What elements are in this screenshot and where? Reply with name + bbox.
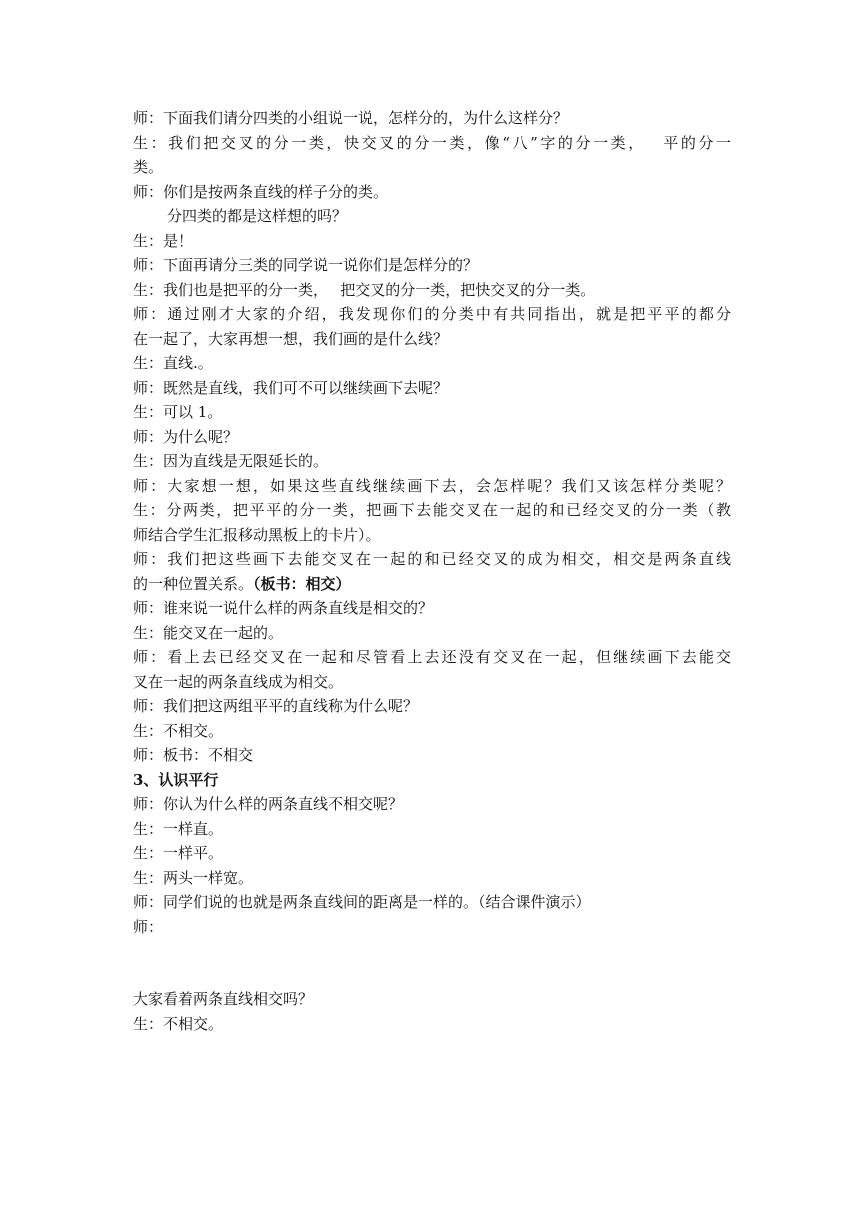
text-line: 大家看着两条直线相交吗？ <box>133 990 314 1008</box>
text-line: 生：一样平。 <box>133 844 224 862</box>
text-line: 师：既然是直线，我们可不可以继续画下去呢？ <box>133 378 449 397</box>
text-line: 师：同学们说的也就是两条直线间的距离是一样的。（结合课件演示） <box>133 893 591 911</box>
text-line: 生：一样直。 <box>133 819 224 838</box>
text-segment: 的一种位置关系。 <box>133 574 254 593</box>
text-line: 师：你认为什么样的两条直线不相交呢？ <box>133 795 404 813</box>
text-line: 类。 <box>133 158 164 176</box>
text-line: 生：不相交。 <box>133 721 224 740</box>
text-line: 叉在一起的两条直线成为相交。 <box>133 672 344 691</box>
text-line: 师： <box>133 917 164 936</box>
text-line: 生：我们也是把平的分一类， 把交叉的分一类，把快交叉的分一类。 <box>133 280 596 299</box>
text-line: 生：我们把交叉的分一类，快交叉的分一类，像“八”字的分一类， 平的分一 <box>133 133 731 152</box>
text-line: 师：通过刚才大家的介绍，我发现你们的分类中有共同指出，就是把平平的都分 <box>133 305 731 323</box>
text-line: 师：大家想一想，如果这些直线继续画下去，会怎样呢？我们又该怎样分类呢？ <box>133 476 731 495</box>
text-line: 生：可以 1。 <box>133 403 223 421</box>
text-line: 师：你们是按两条直线的样子分的类。 <box>133 182 389 201</box>
text-line: 生：不相交。 <box>133 1014 224 1033</box>
text-line: 师：下面我们请分四类的小组说一说，怎样分的，为什么这样分？ <box>133 109 569 127</box>
text-line: 分四类的都是这样想的吗？ <box>167 207 348 225</box>
text-line: 师：为什么呢？ <box>133 427 239 446</box>
text-line: 师：板书：不相交 <box>133 746 254 764</box>
text-line: 生：两头一样宽。 <box>133 868 254 887</box>
section-heading: 3、认识平行 <box>133 770 219 789</box>
text-line: 师结合学生汇报移动黑板上的卡片）。 <box>133 525 381 544</box>
text-line: 在一起了，大家再想一想，我们画的是什么线？ <box>133 329 449 348</box>
text-line: 师：看上去已经交叉在一起和尽管看上去还没有交叉在一起，但继续画下去能交 <box>133 648 731 666</box>
blank-space <box>133 939 733 987</box>
text-line: 生：是！ <box>133 231 194 250</box>
text-line <box>133 572 733 597</box>
text-line: 师：谁来说一说什么样的两条直线是相交的？ <box>133 599 434 617</box>
text-line: 生：能交叉在一起的。 <box>133 623 284 642</box>
document-page <box>133 106 733 1036</box>
text-line: 师：下面再请分三类的同学说一说你们是怎样分的？ <box>133 256 479 274</box>
text-line: 师：我们把这两组平平的直线称为什么呢？ <box>133 697 419 715</box>
text-line: 生：因为直线是无限延长的。 <box>133 452 329 470</box>
text-line: 师：我们把这些画下去能交叉在一起的和已经交叉的成为相交，相交是两条直线 <box>133 550 731 568</box>
text-line: 生：直线.。 <box>133 354 213 372</box>
board-note: （板书：相交） <box>253 574 351 593</box>
text-line: 生：分两类，把平平的分一类，把画下去能交叉在一起的和已经交叉的分一类（教 <box>133 501 731 519</box>
